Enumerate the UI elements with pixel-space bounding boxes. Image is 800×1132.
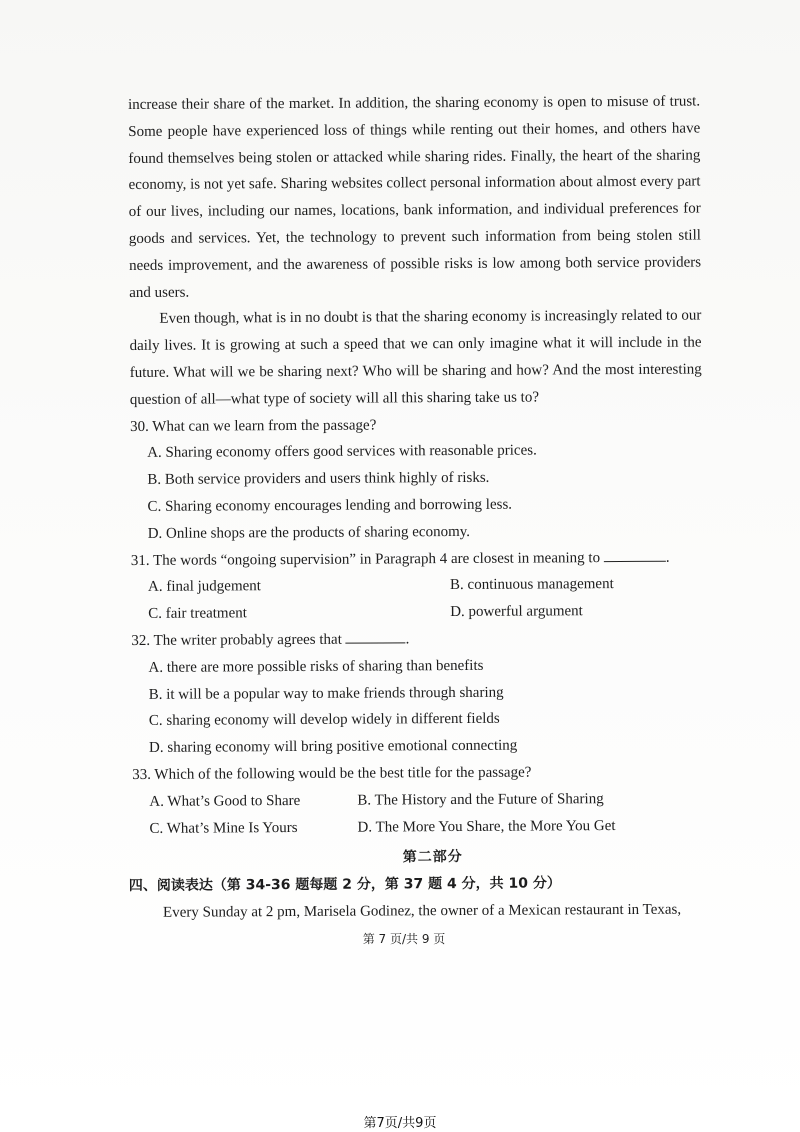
section-4-header: 四、阅读表达（第 34-36 题每题 2 分，第 37 题 4 分，共 10 分） — [128, 875, 561, 895]
answer-blank — [346, 628, 406, 643]
passage-paragraph-2: Even though, what is in no doubt is that the sharing economy is increasingly related to our daily lives. It is growing at such a speed that we can only imagine what it will include in the future. What will we be sharing next? Who will be sharing and how? And the most interesting question of all—what type of society will all this sharing take us to? — [129, 307, 702, 408]
part-2-title: 第二部分 — [402, 849, 463, 866]
question-33-options-row-2 — [132, 812, 704, 842]
question-31-end: . — [665, 549, 670, 566]
question-33-stem: 33. Which of the following would be the best title for the passage? — [132, 764, 532, 783]
question-32-stem: 32. The writer probably agrees that — [131, 631, 342, 649]
question-32 — [131, 624, 704, 761]
question-31-option-b: B. continuous management — [449, 576, 614, 594]
question-32-option-a: A. there are more possible risks of sharing than benefits — [148, 657, 484, 676]
question-30-option-d: D. Online shops are the products of sharing economy. — [147, 523, 471, 542]
question-33-option-d: D. The More You Share, the More You Get — [357, 817, 616, 836]
question-33-option-b: B. The History and the Future of Sharing — [357, 790, 604, 809]
answer-blank — [604, 546, 666, 561]
question-31-stem: 31. The words “ongoing supervision” in Paragraph 4 are closest in meaning to — [130, 549, 601, 569]
question-31-option-a: A. final judgement — [147, 578, 261, 596]
question-31-options-row-1 — [131, 571, 703, 601]
question-32-end: . — [405, 631, 410, 648]
question-31-option-c: C. fair treatment — [148, 605, 247, 623]
question-32-options — [131, 651, 704, 762]
page-number-inner: 第 7 页/共 9 页 — [362, 932, 446, 946]
question-32-option-c: C. sharing economy will develop widely in different fields — [148, 711, 500, 730]
question-33-option-c: C. What’s Mine Is Yours — [149, 819, 298, 837]
question-30 — [130, 410, 703, 547]
question-33 — [132, 758, 704, 842]
question-30-option-a: A. Sharing economy offers good services with reasonable prices. — [147, 442, 537, 462]
question-30-stem: 30. What can we learn from the passage? — [129, 417, 377, 435]
question-32-stem-line — [131, 624, 703, 654]
question-31-stem-line — [131, 544, 703, 574]
page-content — [128, 89, 705, 927]
question-33-options-row-1 — [132, 785, 704, 815]
question-30-option-c: C. Sharing economy encourages lending and borrowing less. — [147, 496, 513, 515]
question-33-option-a: A. What’s Good to Share — [149, 792, 301, 810]
question-31-option-d: D. powerful argument — [450, 603, 583, 621]
question-31 — [131, 544, 703, 628]
question-30-option-b: B. Both service providers and users think highly of risks. — [147, 469, 490, 489]
passage-paragraph-1: increase their share of the market. In addition, the sharing economy is open to misuse of trust. Some people have experienced loss of things while renting out their homes, and others have found themselves being stolen or attacked while sharing rides. Finally, the heart of the sharing economy, is not yet safe. Sharing websites collect personal information about almost every part of our lives, including our names, locations, bank information, and individual preferences for goods and services. Yet, the technology to prevent such information from being stolen still needs improvement, and the awareness of possible risks is low among both service providers and users. — [128, 93, 702, 301]
question-32-option-b: B. it will be a popular way to make friends through sharing — [148, 684, 504, 703]
question-32-option-d: D. sharing economy will bring positive emotional connecting — [148, 737, 518, 757]
question-30-options — [130, 437, 703, 548]
page-number-outer: 第7页/共9页 — [363, 1116, 437, 1131]
section-4-opening-line: Every Sunday at 2 pm, Marisela Godinez, the owner of a Mexican restaurant in Texas, — [162, 901, 682, 921]
question-31-options-row-2 — [131, 598, 703, 628]
